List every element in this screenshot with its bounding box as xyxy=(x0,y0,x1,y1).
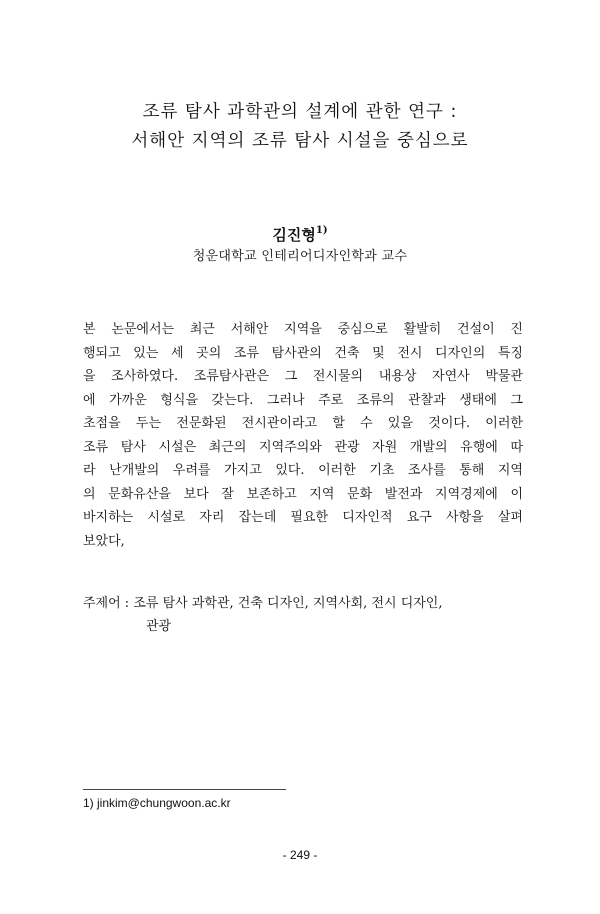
abstract xyxy=(83,318,523,553)
paper-title-line-1: 조류 탐사 과학관의 설계에 관한 연구 : xyxy=(142,102,458,122)
abstract-line: 바지하는 시설로 자리 잡는데 필요한 디자인적 요구 사항을 살펴 xyxy=(83,510,523,525)
author-name-block xyxy=(0,224,600,245)
abstract-line: 을 조사하였다. 조류탐사관은 그 전시물의 내용상 자연사 박물관 xyxy=(83,369,523,384)
paper-title-line-2: 서해안 지역의 조류 탐사 시설을 중심으로 xyxy=(131,131,469,151)
keywords-list-continued: 관광 xyxy=(146,619,172,634)
abstract-line: 보았다, xyxy=(83,533,125,549)
keywords-list: 조류 탐사 과학관, 건축 디자인, 지역사회, 전시 디자인, xyxy=(133,596,443,611)
abstract-line: 의 문화유산을 보다 잘 보존하고 지역 문화 발전과 지역경제에 이 xyxy=(83,486,523,502)
author-name: 김진형 xyxy=(272,226,316,244)
abstract-line: 초점을 두는 전문화된 전시관이라고 할 수 있을 것이다. 이러한 xyxy=(83,416,523,431)
keywords xyxy=(83,592,533,638)
keywords-row-1 xyxy=(83,592,533,615)
footnote-email: 1) jinkim@chungwoon.ac.kr xyxy=(83,796,231,810)
abstract-line: 본 논문에서는 최근 서해안 지역을 중심으로 활발히 건설이 진 xyxy=(83,322,523,337)
page-number: - 249 - xyxy=(282,848,318,862)
abstract-line: 조류 탐사 시설은 최근의 지역주의와 관광 자원 개발의 유행에 따 xyxy=(83,439,523,455)
abstract-line: 라 난개발의 우려를 가지고 있다. 이러한 기초 조사를 통해 지역 xyxy=(83,463,523,478)
footnote-divider xyxy=(83,789,286,790)
author-affiliation: 청운대학교 인테리어디자인학과 교수 xyxy=(192,249,408,264)
abstract-line: 행되고 있는 세 곳의 조류 탐사관의 건축 및 전시 디자인의 특징 xyxy=(83,345,523,361)
keywords-label: 주제어 : xyxy=(83,596,134,611)
author-footnote-mark: 1) xyxy=(315,225,328,236)
abstract-line: 에 가까운 형식을 갖는다. 그러나 주로 조류의 관찰과 생태에 그 xyxy=(83,392,523,408)
